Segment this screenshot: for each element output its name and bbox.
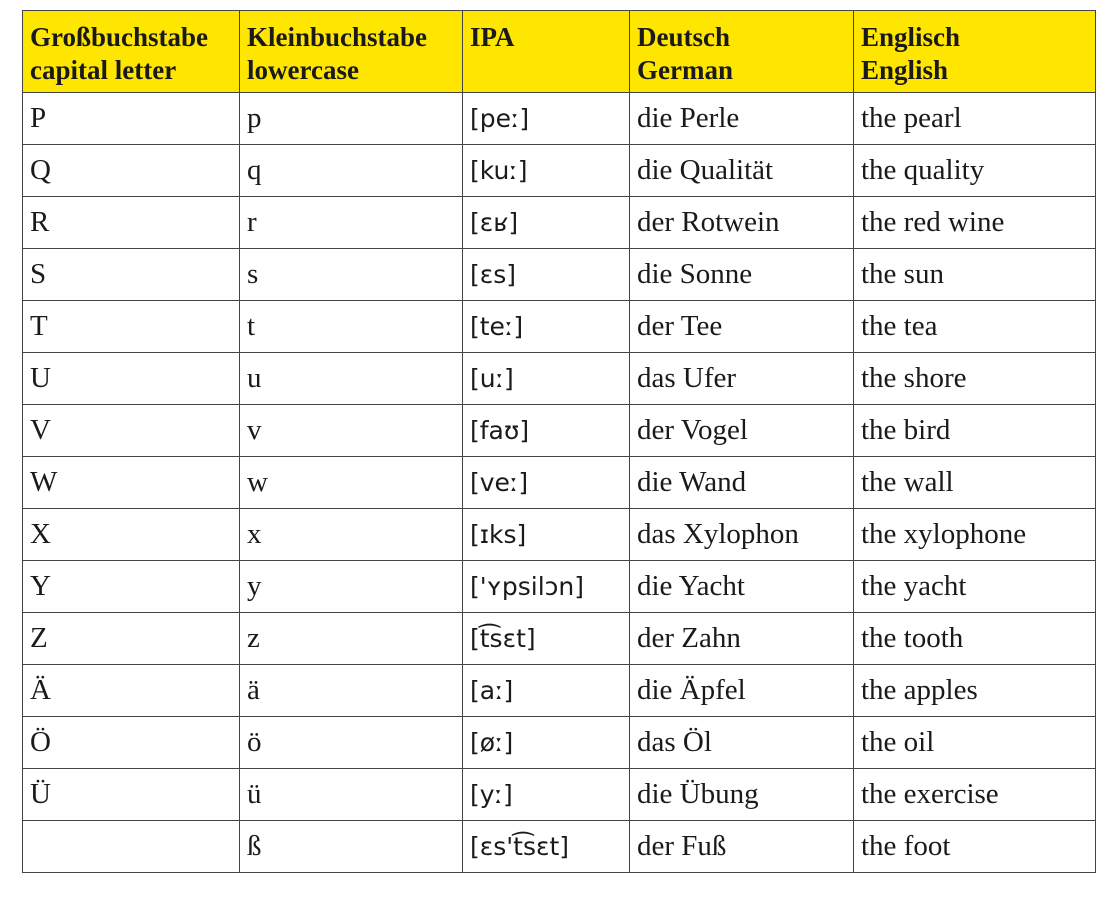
ipa-cell: [faʊ]	[463, 405, 630, 457]
ipa-cell: [ɛs]	[463, 249, 630, 301]
german-word-cell: das Öl	[630, 717, 854, 769]
capital-letter-cell: R	[23, 197, 240, 249]
german-word-cell: die Wand	[630, 457, 854, 509]
english-word-cell: the oil	[854, 717, 1096, 769]
english-word-cell: the pearl	[854, 93, 1096, 145]
lowercase-cell: z	[240, 613, 463, 665]
lowercase-cell: ü	[240, 769, 463, 821]
english-word-cell: the foot	[854, 821, 1096, 873]
lowercase-cell: t	[240, 301, 463, 353]
table-row	[23, 405, 1096, 457]
lowercase-cell: ß	[240, 821, 463, 873]
ipa-cell: [aː]	[463, 665, 630, 717]
table-row	[23, 197, 1096, 249]
lowercase-cell: s	[240, 249, 463, 301]
table-row	[23, 457, 1096, 509]
lowercase-cell: ä	[240, 665, 463, 717]
english-word-cell: the tooth	[854, 613, 1096, 665]
ipa-cell: [peː]	[463, 93, 630, 145]
header-line-2: English	[861, 55, 949, 85]
german-word-cell: der Tee	[630, 301, 854, 353]
header-line-1: Großbuchstabe	[30, 22, 209, 52]
header-lowercase	[240, 11, 463, 93]
german-word-cell: das Ufer	[630, 353, 854, 405]
german-word-cell: der Zahn	[630, 613, 854, 665]
header-line-2: lowercase	[247, 55, 359, 85]
english-word-cell: the red wine	[854, 197, 1096, 249]
lowercase-cell: x	[240, 509, 463, 561]
header-line-1: Kleinbuchstabe	[247, 22, 428, 52]
capital-letter-cell	[23, 821, 240, 873]
german-word-cell: die Sonne	[630, 249, 854, 301]
english-word-cell: the shore	[854, 353, 1096, 405]
header-german	[630, 11, 854, 93]
table-row	[23, 145, 1096, 197]
ipa-cell: [ɛʁ]	[463, 197, 630, 249]
header-line-2: capital letter	[30, 55, 177, 85]
table-row	[23, 717, 1096, 769]
english-word-cell: the bird	[854, 405, 1096, 457]
english-word-cell: the tea	[854, 301, 1096, 353]
table-row	[23, 613, 1096, 665]
lowercase-cell: ö	[240, 717, 463, 769]
english-word-cell: the wall	[854, 457, 1096, 509]
english-word-cell: the quality	[854, 145, 1096, 197]
german-word-cell: der Vogel	[630, 405, 854, 457]
lowercase-cell: y	[240, 561, 463, 613]
german-word-cell: der Rotwein	[630, 197, 854, 249]
german-word-cell: die Qualität	[630, 145, 854, 197]
german-word-cell: der Fuß	[630, 821, 854, 873]
table-body	[23, 93, 1096, 873]
capital-letter-cell: X	[23, 509, 240, 561]
table-row	[23, 301, 1096, 353]
header-english	[854, 11, 1096, 93]
lowercase-cell: u	[240, 353, 463, 405]
header-ipa	[463, 11, 630, 93]
capital-letter-cell: P	[23, 93, 240, 145]
header-row	[23, 11, 1096, 93]
english-word-cell: the exercise	[854, 769, 1096, 821]
capital-letter-cell: Ä	[23, 665, 240, 717]
german-word-cell: die Äpfel	[630, 665, 854, 717]
ipa-cell: [kuː]	[463, 145, 630, 197]
ipa-cell: [t͡sɛt]	[463, 613, 630, 665]
lowercase-cell: q	[240, 145, 463, 197]
capital-letter-cell: V	[23, 405, 240, 457]
capital-letter-cell: W	[23, 457, 240, 509]
header-line-1: Deutsch	[637, 22, 730, 52]
capital-letter-cell: T	[23, 301, 240, 353]
table-row	[23, 93, 1096, 145]
header-line-2: German	[637, 55, 733, 85]
capital-letter-cell: Q	[23, 145, 240, 197]
header-line-1: IPA	[470, 22, 515, 52]
capital-letter-cell: Ö	[23, 717, 240, 769]
ipa-cell: [ɛs't͡sɛt]	[463, 821, 630, 873]
capital-letter-cell: Y	[23, 561, 240, 613]
ipa-cell: [uː]	[463, 353, 630, 405]
lowercase-cell: r	[240, 197, 463, 249]
english-word-cell: the yacht	[854, 561, 1096, 613]
german-word-cell: die Yacht	[630, 561, 854, 613]
ipa-cell: [yː]	[463, 769, 630, 821]
ipa-cell: [teː]	[463, 301, 630, 353]
english-word-cell: the sun	[854, 249, 1096, 301]
table-row	[23, 665, 1096, 717]
table-row	[23, 769, 1096, 821]
ipa-cell: [øː]	[463, 717, 630, 769]
german-word-cell: das Xylophon	[630, 509, 854, 561]
ipa-cell: ['ʏpsilɔn]	[463, 561, 630, 613]
german-word-cell: die Perle	[630, 93, 854, 145]
alphabet-table	[22, 10, 1096, 873]
english-word-cell: the xylophone	[854, 509, 1096, 561]
capital-letter-cell: U	[23, 353, 240, 405]
table-row	[23, 353, 1096, 405]
capital-letter-cell: Ü	[23, 769, 240, 821]
ipa-cell: [veː]	[463, 457, 630, 509]
capital-letter-cell: S	[23, 249, 240, 301]
lowercase-cell: v	[240, 405, 463, 457]
table-row	[23, 249, 1096, 301]
lowercase-cell: w	[240, 457, 463, 509]
german-word-cell: die Übung	[630, 769, 854, 821]
capital-letter-cell: Z	[23, 613, 240, 665]
table-row	[23, 509, 1096, 561]
table-row	[23, 821, 1096, 873]
lowercase-cell: p	[240, 93, 463, 145]
header-capital-letter	[23, 11, 240, 93]
header-line-1: Englisch	[861, 22, 961, 52]
ipa-cell: [ɪks]	[463, 509, 630, 561]
english-word-cell: the apples	[854, 665, 1096, 717]
table-row	[23, 561, 1096, 613]
